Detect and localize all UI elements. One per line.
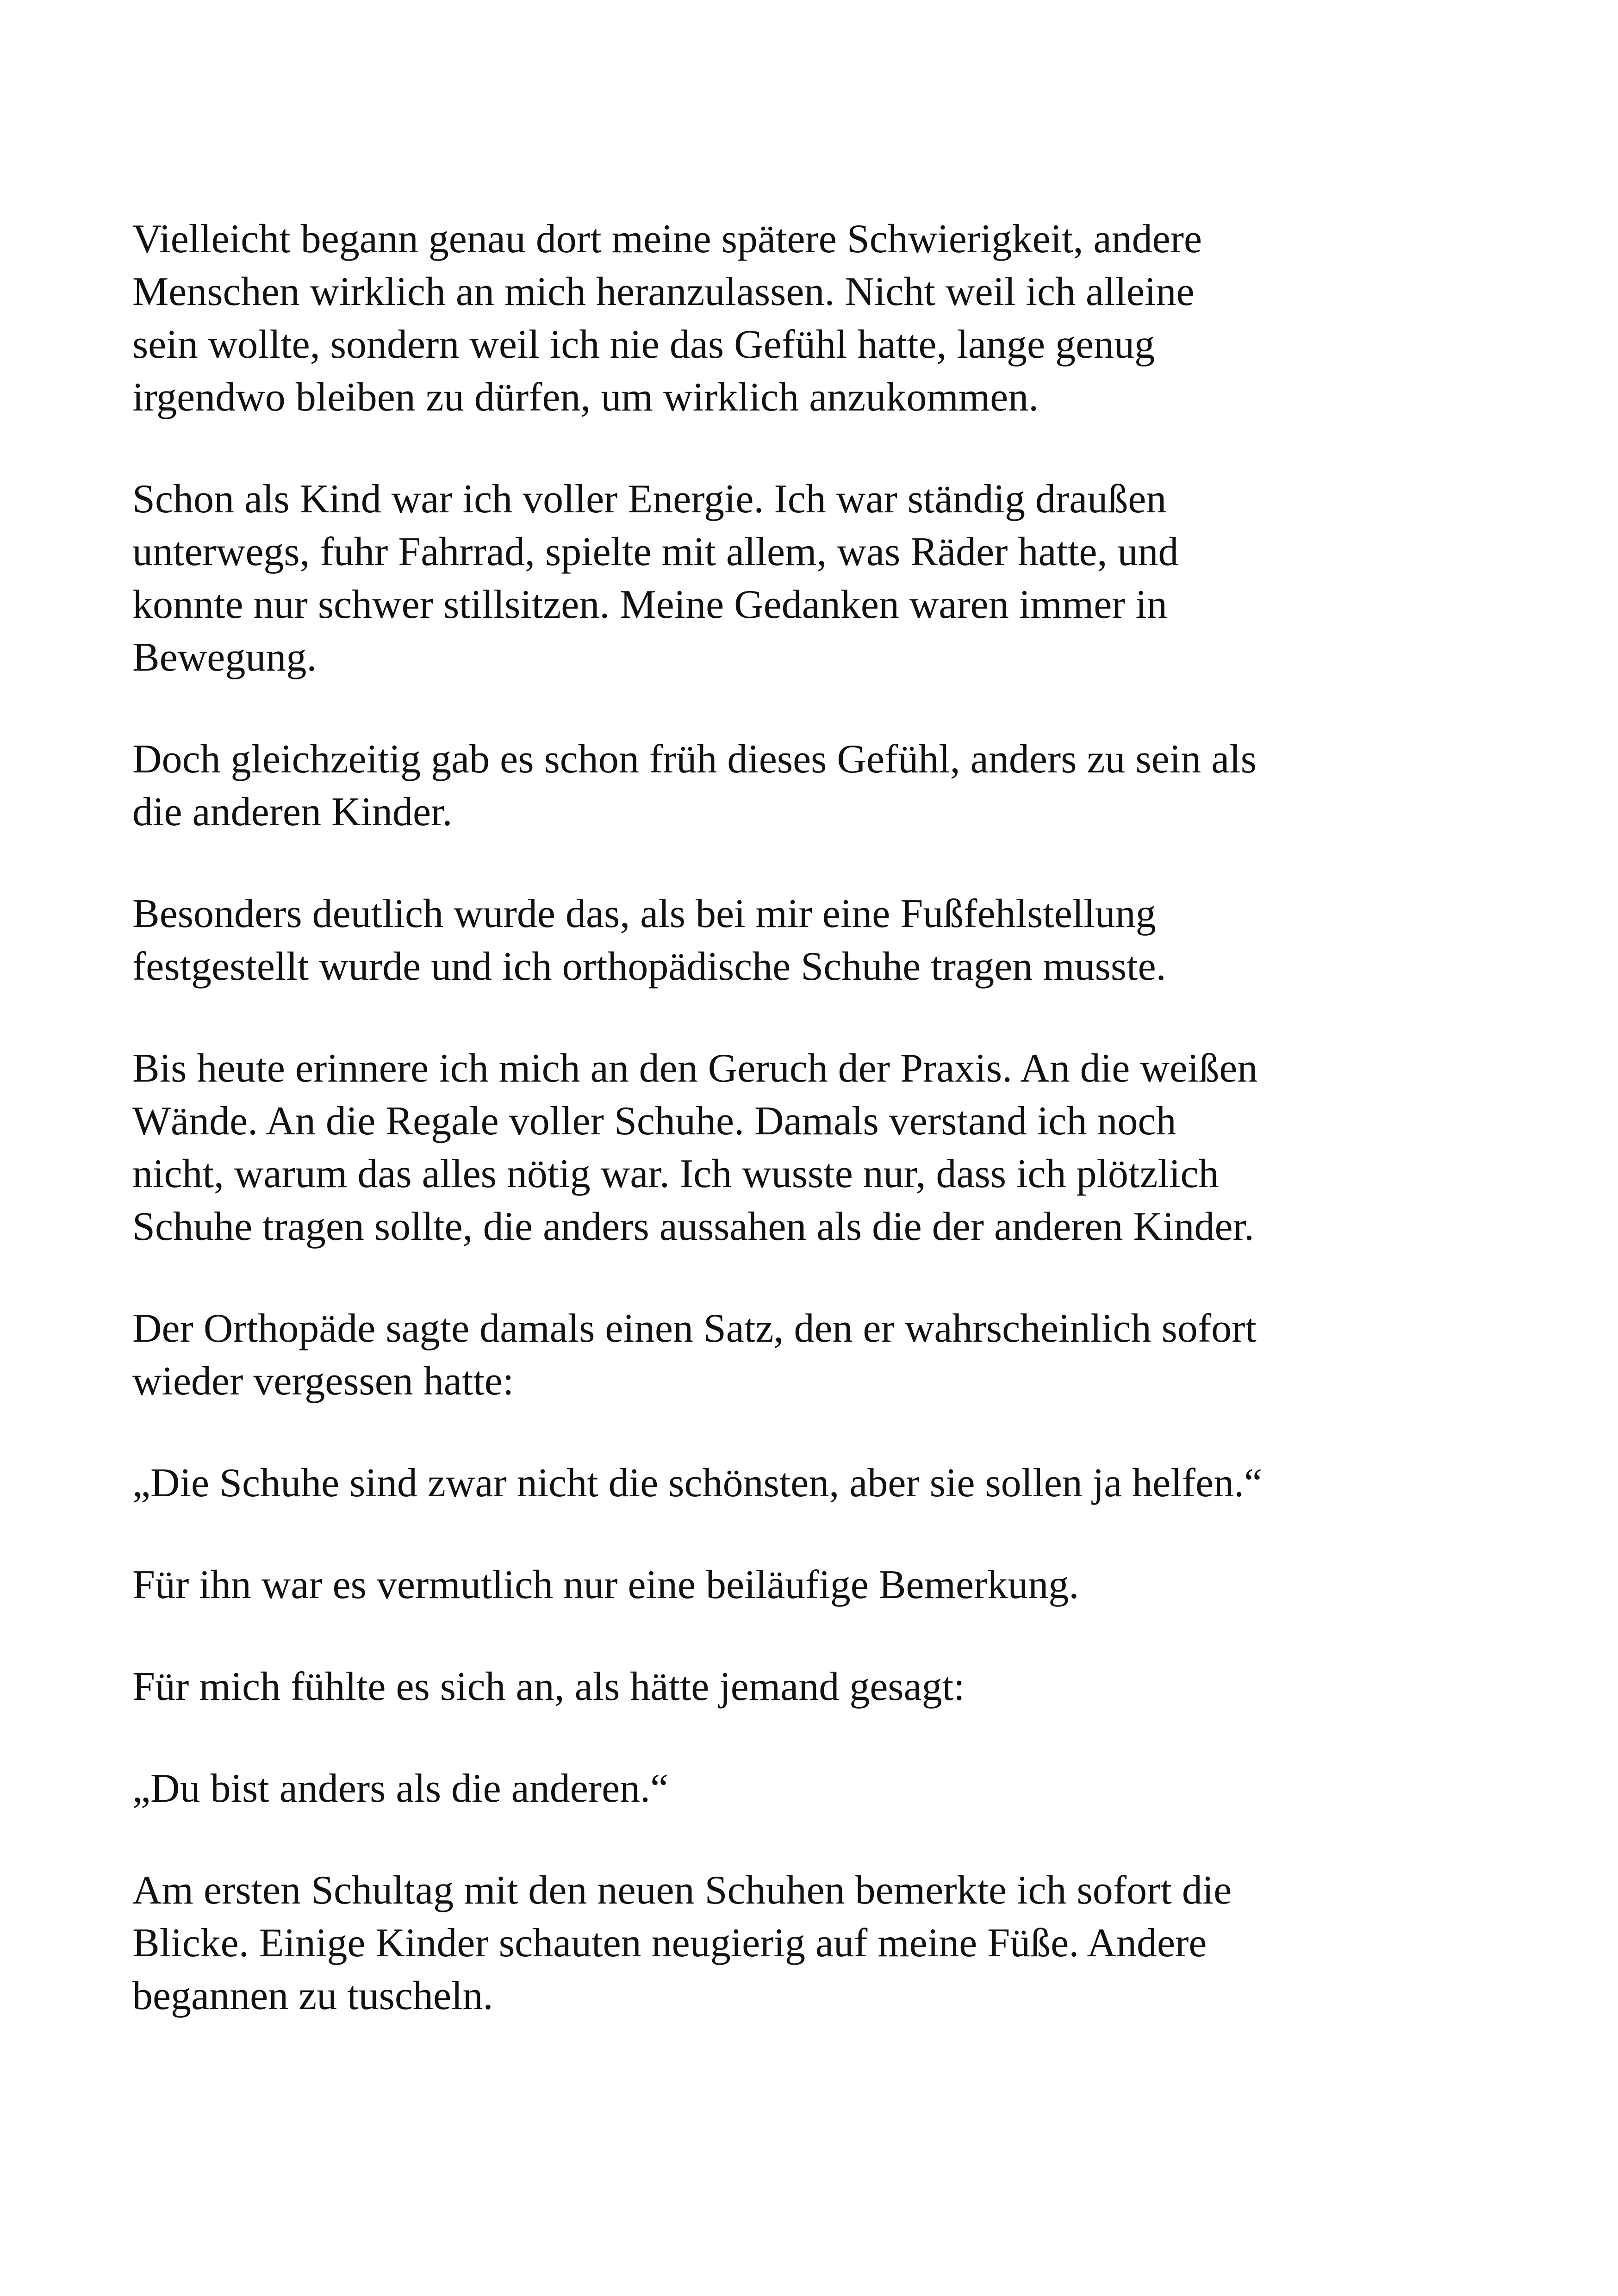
body-text	[132, 213, 1475, 2022]
paragraph: Besonders deutlich wurde das, als bei mir eine Fußfehlstellung festgestellt wurde und ich orthopädische Schuhe tragen musste.	[132, 891, 1166, 989]
quote-paragraph: „Du bist anders als die anderen.“	[132, 1766, 669, 1811]
paragraph: Schon als Kind war ich voller Energie. Ich war ständig draußen unterwegs, fuhr Fahrrad, spielte mit allem, was Räder hatte, und konnte nur schwer stillsitzen. Meine Gedanken waren immer in Bewegung.	[132, 477, 1179, 680]
paragraph: Bis heute erinnere ich mich an den Geruch der Praxis. An die weißen Wände. An die Regale voller Schuhe. Damals verstand ich noch nicht, warum das alles nötig war. Ich wusste nur, dass ich plötzlich Schuhe tragen sollte, die anders aussahen als die der anderen Kinder.	[132, 1046, 1258, 1249]
paragraph: Für ihn war es vermutlich nur eine beiläufige Bemerkung.	[132, 1562, 1079, 1607]
paragraph: Vielleicht begann genau dort meine spätere Schwierigkeit, andere Menschen wirklich an mich heranzulassen. Nicht weil ich alleine sein wollte, sondern weil ich nie das Gefühl hatte, lange genug irgendwo bleiben zu dürfen, um wirklich anzukommen.	[132, 217, 1202, 420]
paragraph: Der Orthopäde sagte damals einen Satz, den er wahrscheinlich sofort wieder vergessen hatte:	[132, 1306, 1257, 1404]
quote-paragraph: „Die Schuhe sind zwar nicht die schönsten, aber sie sollen ja helfen.“	[132, 1461, 1263, 1506]
paragraph: Doch gleichzeitig gab es schon früh dieses Gefühl, anders zu sein als die anderen Kinder.	[132, 737, 1257, 834]
paragraph: Am ersten Schultag mit den neuen Schuhen bemerkte ich sofort die Blicke. Einige Kinder schauten neugierig auf meine Füße. Andere begannen zu tuscheln.	[132, 1868, 1232, 2018]
paragraph: Für mich fühlte es sich an, als hätte jemand gesagt:	[132, 1664, 965, 1709]
